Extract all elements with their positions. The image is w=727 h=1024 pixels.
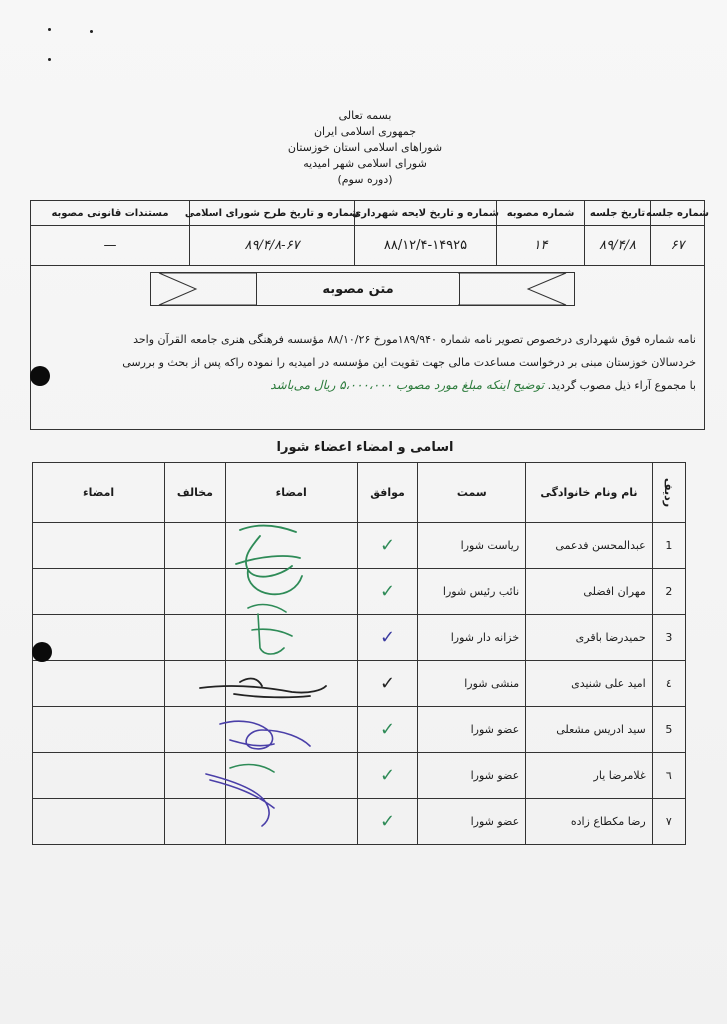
signature-2-cell [33,523,165,569]
member-position: نائب رئیس شورا [418,569,526,615]
member-name: سید ادریس مشعلی [526,707,653,753]
value-municipal-bill: ۸۸/۱۲/۴-۱۴۹۲۵ [354,225,496,265]
signature-5 [220,721,310,749]
header-city-council: شورای اسلامی شهر امیدیه [303,157,427,170]
header-member-name: نام ونام خانوادگی [526,463,653,523]
header-province-councils: شوراهای اسلامی استان خوزستان [287,141,443,154]
members-header-row [33,463,686,523]
header-term: (دوره سوم) [337,173,393,186]
header-oppose: مخالف [165,463,226,523]
body-line-3 [36,374,696,397]
header-country: جمهوری اسلامی ایران [313,125,417,138]
header-session-date: تاریخ جلسه [584,201,650,225]
agree-check-icon: ✓ [357,569,418,615]
header-resolution-number: شماره مصوبه [496,201,584,225]
agree-check-icon: ✓ [357,799,418,845]
header-municipal-bill: شماره و تاریخ لایحه شهرداری [354,201,496,225]
signature-2-cell [33,753,165,799]
row-number: 5 [652,707,685,753]
members-title: اسامی و امضاء اعضاء شورا [276,440,454,455]
agree-check-icon: ✓ [357,707,418,753]
signature-4 [200,679,326,698]
member-position: عضو شورا [418,707,526,753]
member-position: عضو شورا [418,753,526,799]
punch-hole [32,642,52,662]
agree-check-icon: ✓ [357,615,418,661]
member-position: عضو شورا [418,799,526,845]
member-name: غلامرضا یار [526,753,653,799]
resolution-text-banner [150,272,575,306]
signature-2-cell [33,569,165,615]
value-session-number: ۶۷ [650,225,704,265]
header-legal-basis: مستندات قانونی مصوبه [51,207,169,219]
body-line-1: نامه شماره فوق شهرداری درخصوص تصویر نامه شماره ۱۸۹/۹۴۰مورخ ۸۸/۱۰/۲۶ مؤسسه فرهنگی هنری جامعه القرآن واحد [133,333,696,346]
agree-check-icon: ✓ [357,753,418,799]
header-row-number: ردیف [652,463,685,523]
signature-6 [206,765,274,826]
agree-check-icon: ✓ [357,661,418,707]
header-council-plan: شماره و تاریخ طرح شورای اسلامی [189,201,354,225]
value-legal-basis: — [103,237,117,253]
header-agree: موافق [357,463,418,523]
member-position: منشی شورا [418,661,526,707]
member-name: عبدالمحسن فدعمی [526,523,653,569]
value-council-plan: ۸۹/۴/۸-۶۷ [189,225,354,265]
table-row [33,707,686,753]
council-members-table [32,462,686,845]
info-values-row [31,225,704,266]
member-name: مهران افضلی [526,569,653,615]
member-name: امید علی شنیدی [526,661,653,707]
punch-hole [30,366,50,386]
value-resolution-number: ۱۴ [496,225,584,265]
member-name: رضا مکطاع زاده [526,799,653,845]
handwritten-note: توضیح اینکه مبلغ مورد مصوب ۵،۰۰۰،۰۰۰ ریال می‌باشد [270,378,545,392]
scan-speck [90,30,93,33]
table-row [33,615,686,661]
info-header-row [31,201,709,226]
row-number: 1 [652,523,685,569]
signature-2-cell [33,799,165,845]
row-number: ٦ [652,753,685,799]
row-number: ٤ [652,661,685,707]
banner-left-chevron-icon [151,273,256,305]
signature-2-cell [33,615,165,661]
agree-check-icon: ✓ [357,523,418,569]
signature-2 [248,605,292,654]
banner-right-chevron-icon [458,273,574,305]
member-position: ریاست شورا [418,523,526,569]
banner-title: متن مصوبه [256,273,460,305]
row-number: ٧ [652,799,685,845]
value-session-date: ۸۹/۴/۸ [584,225,650,265]
signature-2-cell [33,707,165,753]
scan-speck [48,28,51,31]
table-row [33,569,686,615]
member-position: خزانه دار شورا [418,615,526,661]
header-signature: امضاء [225,463,357,523]
signature-1 [236,526,302,595]
table-row [33,799,686,845]
member-name: حمیدرضا باقری [526,615,653,661]
header-session-number: شماره جلسه [650,201,704,225]
body-line-3-text: با مجموع آراء ذیل مصوب گردید. [547,379,696,392]
letter-header [250,108,480,188]
signature-2-cell [33,661,165,707]
table-row [33,753,686,799]
handwritten-signatures [200,518,330,838]
scan-speck [48,58,51,61]
header-signature-2: امضاء [33,463,165,523]
header-position: سمت [418,463,526,523]
table-row [33,523,686,569]
resolution-body-text [36,328,696,397]
row-number: 3 [652,615,685,661]
row-number: 2 [652,569,685,615]
header-basmala: بسمه تعالی [338,109,392,122]
table-row [33,661,686,707]
body-line-2: خردسالان خوزستان مبنی بر درخواست مساعدت مالی جهت تقویت این مؤسسه در امیدیه را نموده راکه پس از بحث و بررسی [122,356,696,369]
